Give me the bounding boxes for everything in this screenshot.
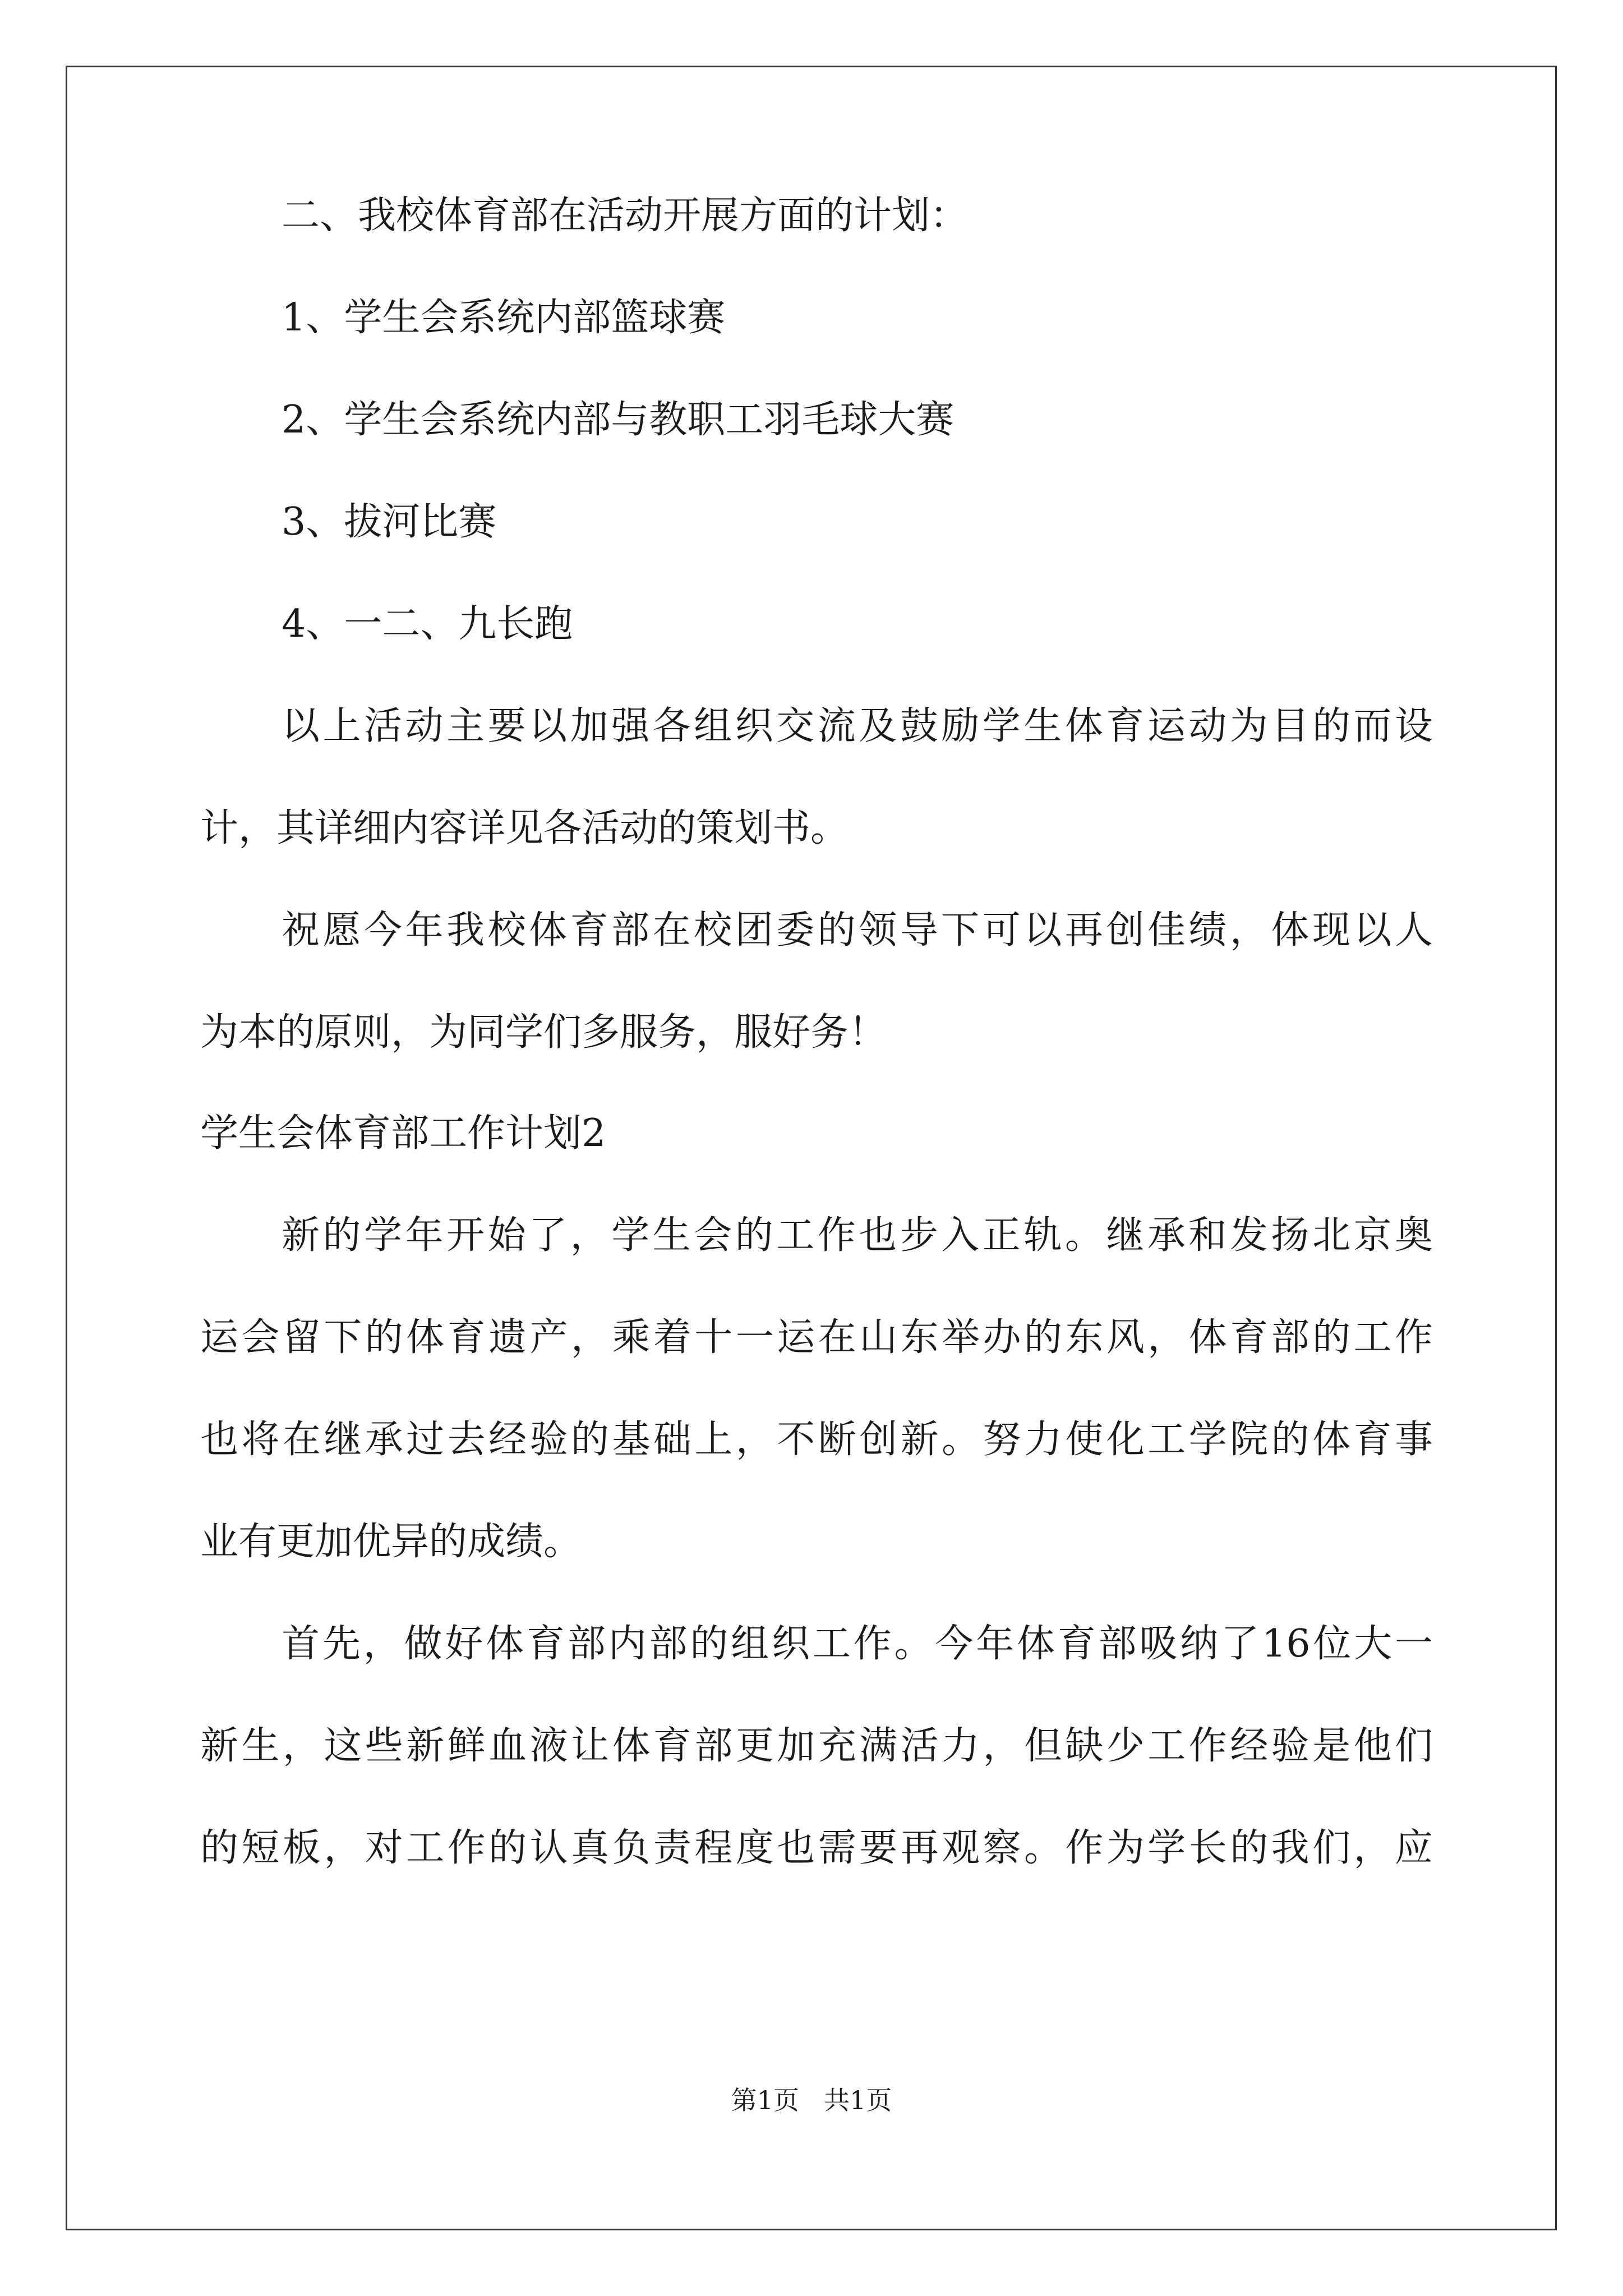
page-number-total: 共1页	[823, 2085, 892, 2115]
list-item: 4、一二、九长跑	[282, 602, 573, 646]
paragraph-line: 首先，做好体育部内部的组织工作。今年体育部吸纳了16位大一	[282, 1622, 1433, 1666]
paragraph-line: 以上活动主要以加强各组织交流及鼓励学生体育运动为目的而设	[282, 704, 1433, 748]
page-number-current: 第1页	[731, 2085, 800, 2115]
page-footer	[0, 2083, 1623, 2117]
list-item: 1、学生会系统内部篮球赛	[282, 296, 726, 340]
paragraph-line: 新生，这些新鲜血液让体育部更加充满活力，但缺少工作经验是他们	[200, 1724, 1433, 1768]
section-heading: 二、我校体育部在活动开展方面的计划：	[282, 194, 969, 238]
document-title: 学生会体育部工作计划2	[200, 1111, 606, 1156]
paragraph-line: 也将在继承过去经验的基础上，不断创新。努力使化工学院的体育事	[200, 1418, 1433, 1462]
paragraph-line: 新的学年开始了，学生会的工作也步入正轨。继承和发扬北京奥	[282, 1213, 1433, 1258]
paragraph-line: 计，其详细内容详见各活动的策划书。	[200, 806, 849, 850]
paragraph-line: 祝愿今年我校体育部在校团委的领导下可以再创佳绩，体现以人	[282, 908, 1433, 953]
footer-spacer	[799, 2085, 824, 2115]
paragraph-line: 的短板，对工作的认真负责程度也需要再观察。作为学长的我们，应	[200, 1826, 1433, 1870]
list-item: 3、拔河比赛	[282, 500, 497, 544]
paragraph-line: 业有更加优异的成绩。	[200, 1520, 582, 1564]
paragraph-line: 为本的原则，为同学们多服务，服好务！	[200, 1010, 887, 1055]
paragraph-line: 运会留下的体育遗产，乘着十一运在山东举办的东风，体育部的工作	[200, 1315, 1433, 1360]
list-item: 2、学生会系统内部与教职工羽毛球大赛	[282, 398, 955, 442]
